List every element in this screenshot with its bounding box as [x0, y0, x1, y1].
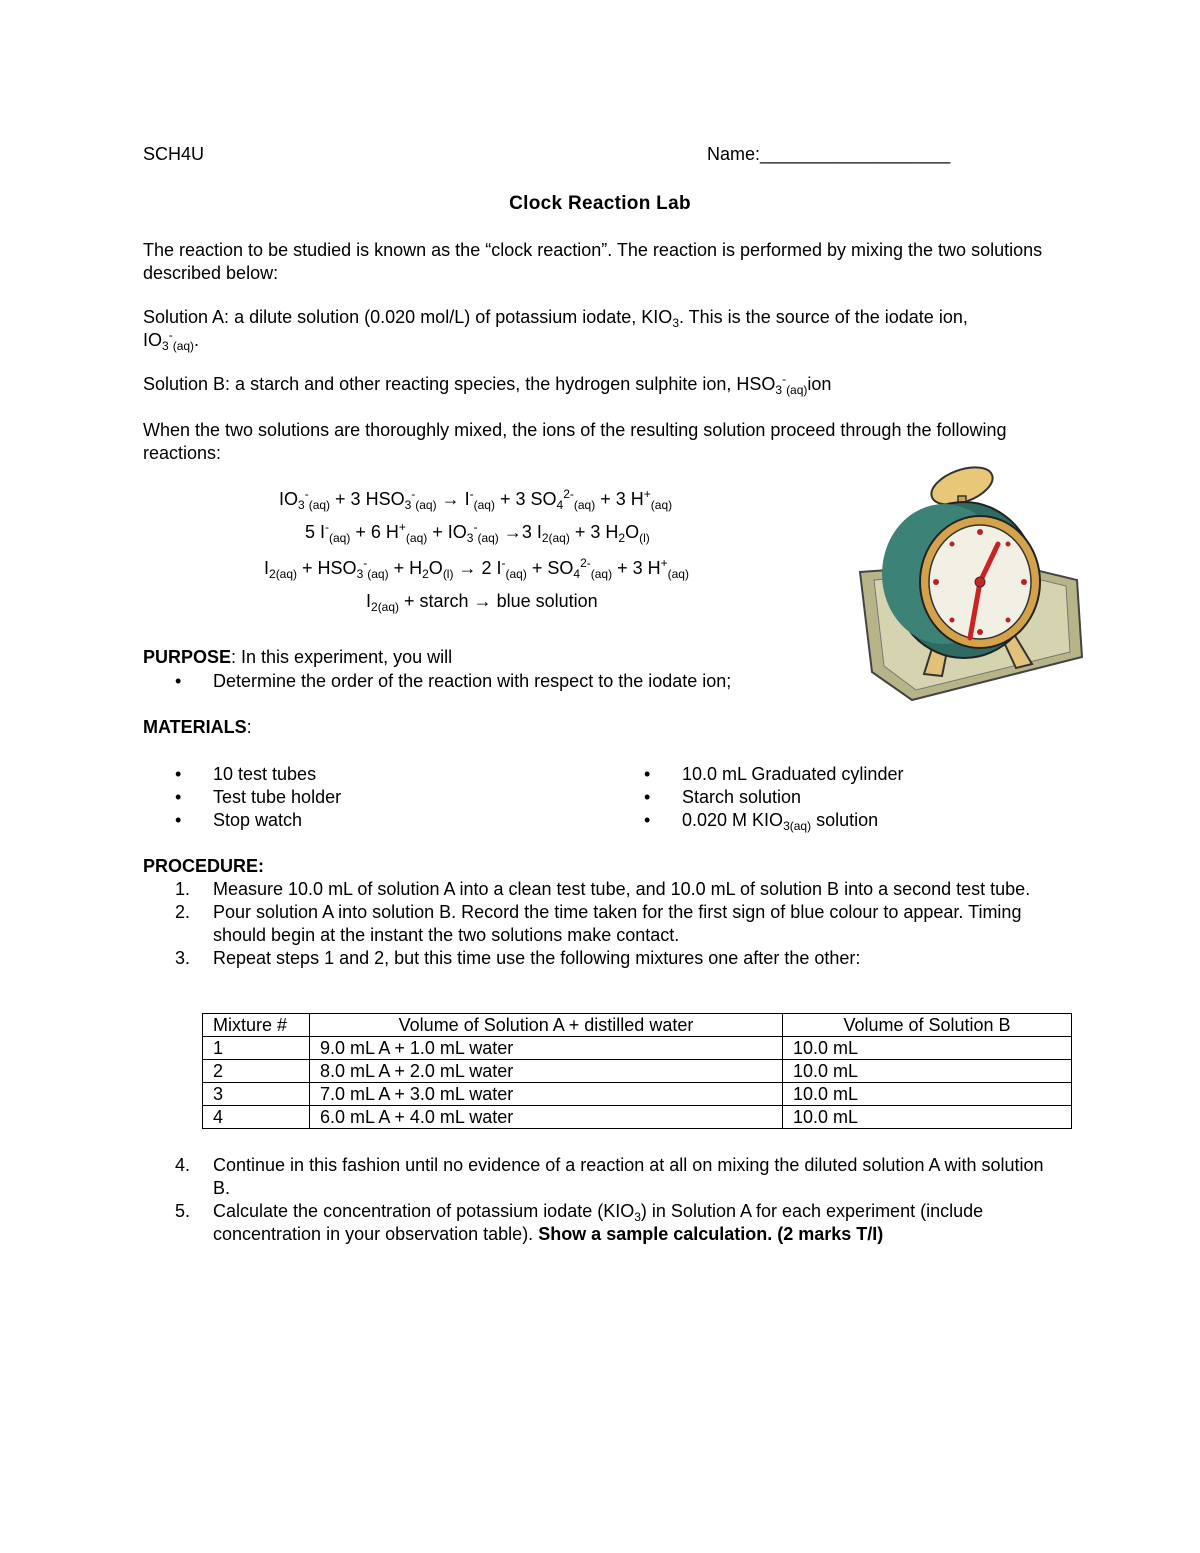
course-code: SCH4U — [143, 144, 205, 164]
table-cell: 10.0 mL — [783, 1106, 1072, 1129]
procedure-step: 3. Repeat steps 1 and 2, but this time use the following mixtures one after the other: — [175, 948, 861, 968]
mixing-paragraph: When the two solutions are thoroughly mixed, the ions of the resulting solution proceed through the following reactions: — [143, 420, 1007, 463]
solution-a-paragraph: Solution A: a dilute solution (0.020 mol/L) of potassium iodate, $KIO_3$. This is the source of the iodate ion, $IO_3^-_{(aq)}$. — [143, 307, 968, 353]
materials-list-left — [143, 763, 563, 832]
equation-1: $IO_3^-_{(aq)} + 3$ $HSO_3^-_{(aq)} \to I^-_{(aq)} + 3$ $SO_4^{2-}_{(aq)} + 3$ $H^+_{(aq)}$ — [279, 487, 673, 512]
table-cell: 1 — [203, 1037, 310, 1060]
table-cell: 10.0 mL — [783, 1037, 1072, 1060]
procedure-heading: PROCEDURE: — [143, 856, 265, 876]
list-item: • Starch solution — [644, 787, 802, 807]
procedure-steps-continued — [143, 1154, 1063, 1246]
list-item: • 10 test tubes — [175, 764, 317, 784]
alarm-clock-icon — [852, 462, 1088, 702]
list-item: • 10.0 mL Graduated cylinder — [644, 764, 904, 784]
table-cell: 2 — [203, 1060, 310, 1083]
table-cell: 7.0 mL A + 3.0 mL water — [310, 1083, 783, 1106]
purpose-list — [143, 670, 843, 693]
procedure-step: 2. Pour solution A into solution B. Record the time taken for the first sign of blue colour to appear. Timing should begin at the instant the two solutions make contact. — [175, 902, 1022, 945]
equation-2: 5 $I^-_{(aq)} + 6$ $H^+_{(aq)} + IO_3^-_{(aq)} \to 3$ $I_{2(aq)} + 3$ $H_2O_{(l)}$ — [305, 520, 650, 545]
page-title: Clock Reaction Lab — [509, 193, 691, 214]
table-row — [203, 1037, 1072, 1060]
materials-list-right — [612, 763, 1032, 832]
table-row — [203, 1060, 1072, 1083]
list-item: • Stop watch — [175, 810, 303, 830]
name-line: ___________________ — [760, 144, 951, 164]
intro-paragraph: The reaction to be studied is known as the “clock reaction”. The reaction is performed by mixing the two solutions described below: — [143, 240, 1043, 283]
table-cell: 4 — [203, 1106, 310, 1129]
list-item: • 0.020 M $KIO_{3(aq)}$ solution — [644, 810, 879, 833]
equation-3: $I_{2(aq)} + HSO_3^-_{(aq)} + H_2O_{(l)} \to 2$ $I^-_{(aq)} + SO_4^{2-}_{(aq)} + 3$ $H^+_{(aq)}$ — [264, 556, 689, 581]
table-header-row — [203, 1014, 1072, 1037]
table-cell: 8.0 mL A + 2.0 mL water — [310, 1060, 783, 1083]
table-cell: 3 — [203, 1083, 310, 1106]
procedure-steps — [143, 878, 1063, 970]
procedure-step: 4. Continue in this fashion until no evidence of a reaction at all on mixing the diluted solution A with solution B. — [175, 1155, 1044, 1198]
table-header-cell: Volume of Solution A + distilled water — [310, 1014, 783, 1037]
mixtures-table — [202, 1013, 1072, 1129]
table-cell: 10.0 mL — [783, 1060, 1072, 1083]
table-header-cell: Mixture # — [203, 1014, 310, 1037]
procedure-step: 5. Calculate the concentration of potassium iodate $(KIO_3)$ in Solution A for each experiment (include concentration in your observation table). Show a sample calculation. (2 marks T/I) — [175, 1201, 984, 1244]
table-cell: 10.0 mL — [783, 1083, 1072, 1106]
table-row — [203, 1106, 1072, 1129]
table-cell: 6.0 mL A + 4.0 mL water — [310, 1106, 783, 1129]
procedure-step: 1. Measure 10.0 mL of solution A into a clean test tube, and 10.0 mL of solution B into a second test tube. — [175, 879, 1031, 899]
materials-heading: MATERIALS: — [143, 717, 252, 737]
purpose-heading: PURPOSE: In this experiment, you will — [143, 647, 453, 667]
name-field — [707, 143, 950, 166]
solution-b-paragraph: Solution B: a starch and other reacting species, the hydrogen sulphite ion, $HSO_3^-_{(aq)}ion$ — [143, 372, 832, 397]
list-item: • Determine the order of the reaction with respect to the iodate ion; — [175, 671, 732, 691]
table-row — [203, 1083, 1072, 1106]
table-cell: 9.0 mL A + 1.0 mL water — [310, 1037, 783, 1060]
equation-4: $I_{2(aq)}$ + starch → blue solution — [366, 591, 598, 614]
list-item: • Test tube holder — [175, 787, 342, 807]
name-label: Name: — [707, 144, 761, 164]
table-header-cell: Volume of Solution B — [783, 1014, 1072, 1037]
